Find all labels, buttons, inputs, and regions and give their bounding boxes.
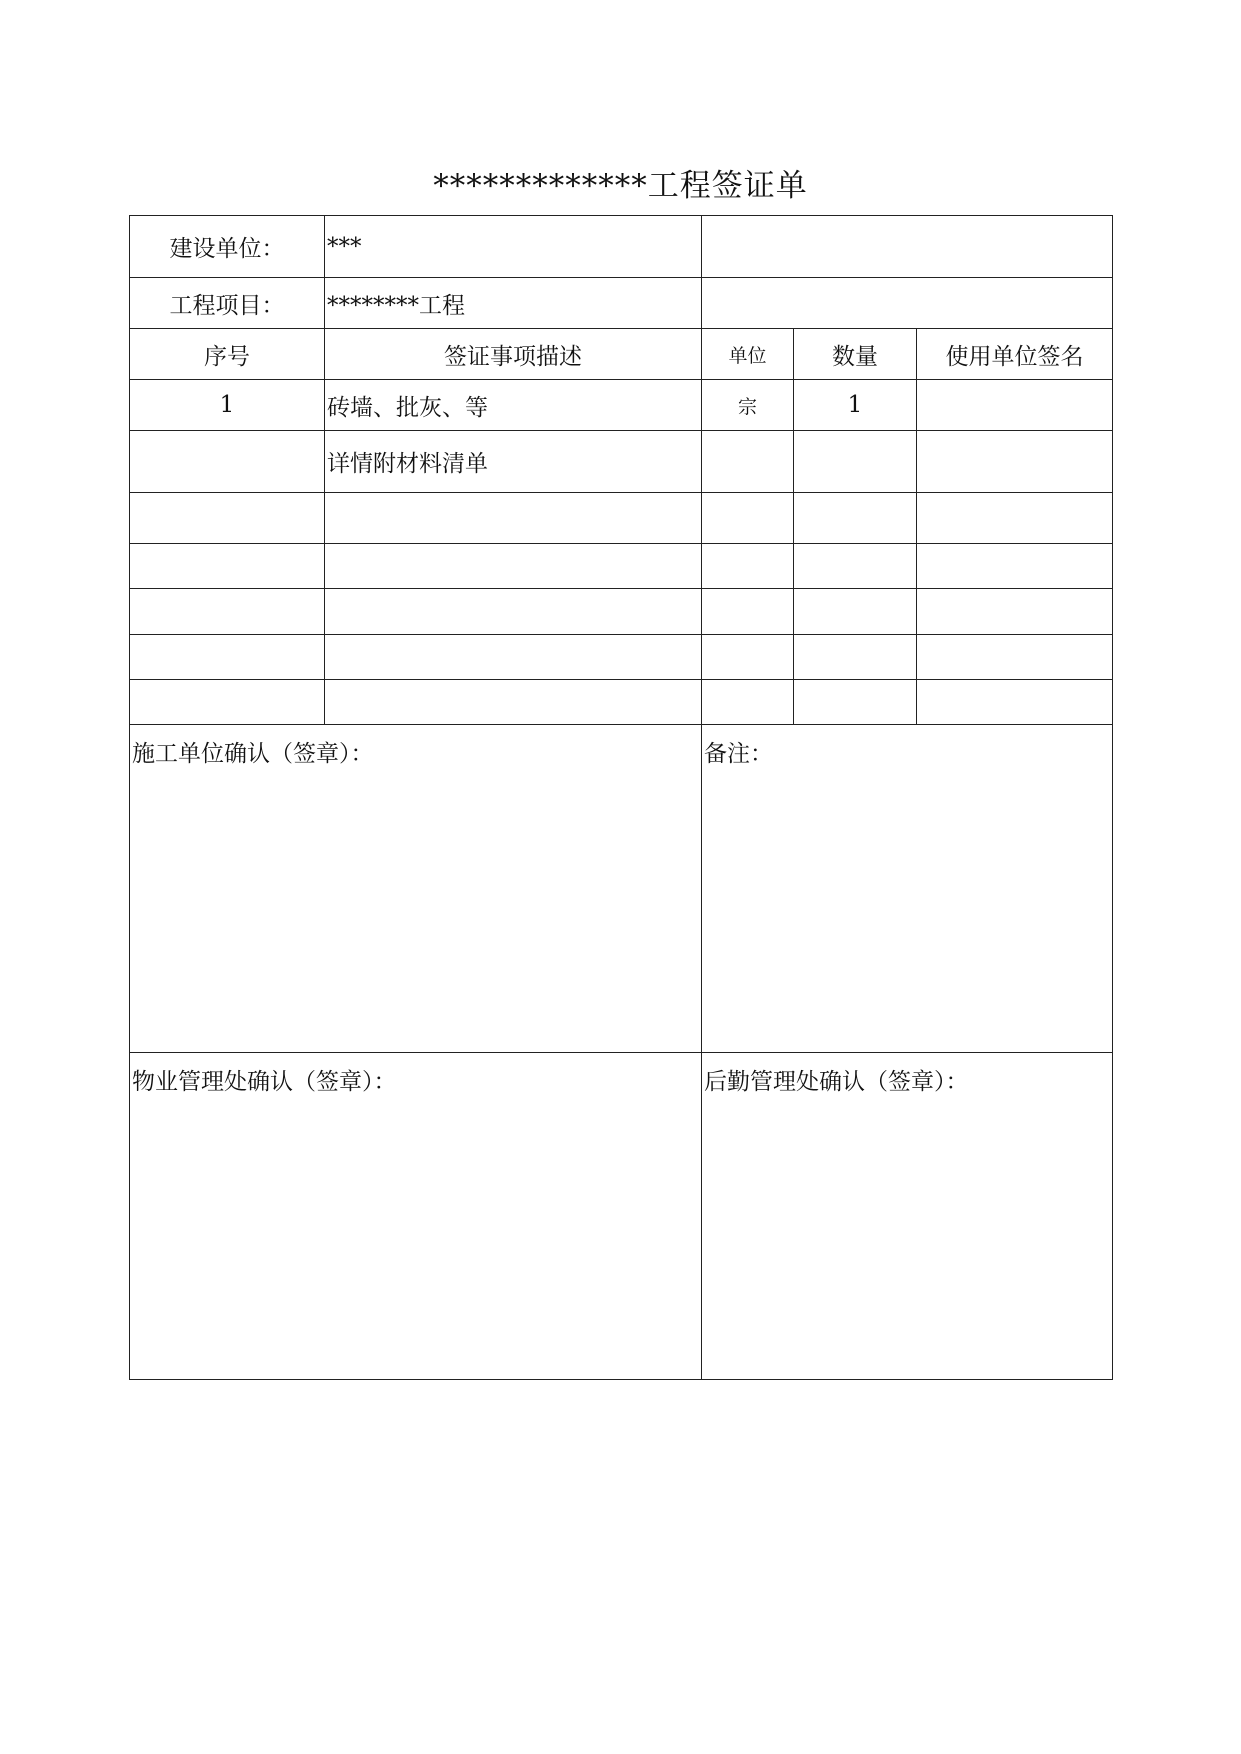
row-qty: [794, 635, 917, 680]
row-seq: [130, 680, 325, 725]
row-unit: 宗: [702, 380, 794, 431]
row-seq: [130, 544, 325, 589]
row-qty: 1: [794, 380, 917, 431]
table-row: [130, 493, 1113, 544]
row-signer: [917, 589, 1113, 635]
row-desc: [325, 680, 702, 725]
row-qty: [794, 493, 917, 544]
row-unit: [702, 635, 794, 680]
builder-row: [130, 216, 1113, 278]
table-row: [130, 544, 1113, 589]
row-desc: 砖墙、批灰、等: [325, 380, 702, 431]
row-seq: 1: [130, 380, 325, 431]
table-row: [130, 680, 1113, 725]
row-unit: [702, 493, 794, 544]
header-desc: 签证事项描述: [325, 329, 702, 380]
document-title: *************工程签证单: [433, 168, 808, 204]
row-qty: [794, 431, 917, 493]
row-signer: [917, 635, 1113, 680]
row-desc: [325, 635, 702, 680]
header-unit: 单位: [702, 329, 794, 380]
project-label: 工程项目：: [130, 278, 325, 329]
row-desc: [325, 544, 702, 589]
row-seq: [130, 635, 325, 680]
row-unit: [702, 680, 794, 725]
row-signer: [917, 431, 1113, 493]
row-seq: [130, 431, 325, 493]
row-desc: [325, 493, 702, 544]
logistics-confirm-cell: 后勤管理处确认（签章）：: [702, 1053, 1113, 1380]
remarks-cell: 备注：: [702, 725, 1113, 1053]
builder-extra-cell: [702, 216, 1113, 278]
row-qty: [794, 680, 917, 725]
row-seq: [130, 589, 325, 635]
confirm-row-2: [130, 1053, 1113, 1380]
header-qty: 数量: [794, 329, 917, 380]
table-row: [130, 589, 1113, 635]
table-row: [130, 635, 1113, 680]
row-qty: [794, 589, 917, 635]
row-qty: [794, 544, 917, 589]
row-signer: [917, 544, 1113, 589]
builder-label: 建设单位：: [130, 216, 325, 278]
row-seq: [130, 493, 325, 544]
project-value: ********工程: [325, 278, 702, 329]
row-desc: 详情附材料清单: [325, 431, 702, 493]
header-signer: 使用单位签名: [917, 329, 1113, 380]
visa-form-table: [129, 215, 1113, 1380]
project-extra-cell: [702, 278, 1113, 329]
construction-confirm-cell: 施工单位确认（签章）：: [130, 725, 702, 1053]
row-desc: [325, 589, 702, 635]
row-signer: [917, 380, 1113, 431]
builder-value: ***: [325, 216, 702, 278]
row-unit: [702, 544, 794, 589]
header-seq: 序号: [130, 329, 325, 380]
project-row: [130, 278, 1113, 329]
header-row: [130, 329, 1113, 380]
row-unit: [702, 431, 794, 493]
table-row: [130, 431, 1113, 493]
table-row: [130, 380, 1113, 431]
property-confirm-cell: 物业管理处确认（签章）：: [130, 1053, 702, 1380]
row-signer: [917, 680, 1113, 725]
confirm-row-1: [130, 725, 1113, 1053]
row-unit: [702, 589, 794, 635]
row-signer: [917, 493, 1113, 544]
